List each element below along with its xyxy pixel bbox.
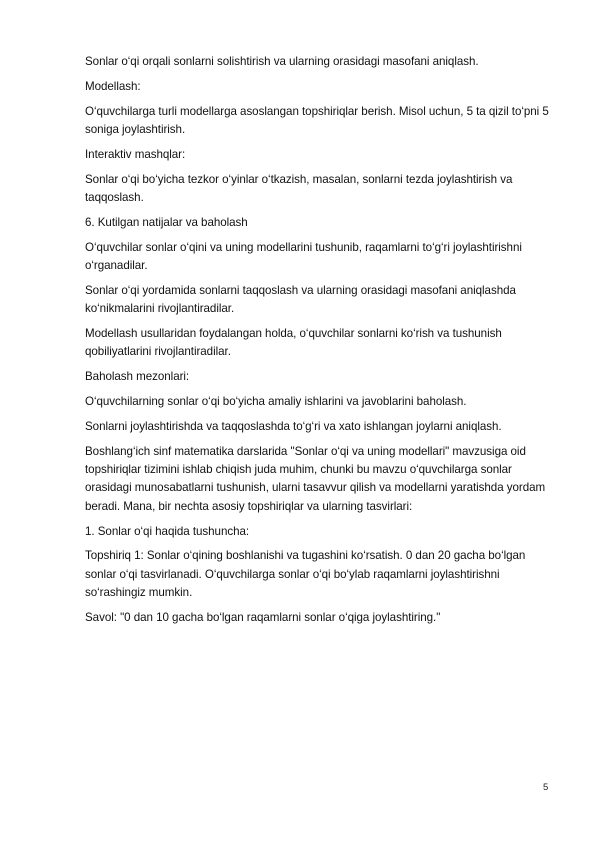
paragraph-task-system-intro: Boshlang‘ich sinf matematika darslarida "Sonlar o‘qi va uning modellari" mavzusiga oid topshiriqlar tizimini ishlab chiqish juda muhim, chunki bu mavzu o‘quvchilarga sonlar orasidagi munosabatlarni tushunish, ularni tasavvur qilish va modellarni yaratishda yordam beradi. Mana, bir nechta asosiy topshiriqlar va ularning tasvirlari: (85, 444, 546, 513)
paragraph-result-understanding: O‘quvchilar sonlar o‘qini va uning modellarini tushunib, raqamlarni to‘g‘ri joylashtirishni o‘rganadilar. (85, 240, 522, 272)
page-number: 5 (543, 782, 549, 793)
paragraph-result-modelling-skills: Modellash usullaridan foydalangan holda, o‘quvchilar sonlarni ko‘rish va tushunish qobiliyatlarini rivojlantiradilar. (85, 327, 502, 359)
heading-modelling: Modellash: (85, 79, 141, 93)
heading-assessment-criteria: Baholash mezonlari: (85, 370, 190, 384)
paragraph-number-line-compare: Sonlar o‘qi orqali sonlarni solishtirish va ularning orasidagi masofani aniqlash. (85, 55, 479, 68)
paragraph-interactive-games: Sonlar o‘qi bo‘yicha tezkor o‘yinlar o‘tkazish, masalan, sonlarni tezda joylashtirish va taqqoslash. (85, 172, 513, 204)
paragraph-result-comparison-skills: Sonlar o‘qi yordamida sonlarni taqqoslash va ularning orasidagi masofani aniqlashda ko‘nikmalarini rivojlantiradilar. (85, 283, 516, 316)
heading-number-line-concept: 1. Sonlar o‘qi haqida tushuncha: (85, 524, 250, 538)
paragraph-question: Savol: "0 dan 10 gacha bo‘lgan raqamlarni sonlar o‘qiga joylashtiring." (85, 611, 441, 625)
paragraph-assessment-practical-work: O‘quvchilarning sonlar o‘qi bo‘yicha amaliy ishlarini va javoblarini baholash. (85, 395, 467, 408)
heading-interactive-exercises: Interaktiv mashqlar: (85, 147, 186, 161)
section-heading-expected-results: 6. Kutilgan natijalar va baholash (85, 215, 248, 229)
paragraph-modelling-tasks: O‘quvchilarga turli modellarga asoslangan topshiriqlar berish. Misol uchun, 5 ta qizil to‘pni 5 soniga joylashtirish. (85, 104, 549, 136)
document-page-body (85, 53, 555, 634)
paragraph-task-1: Topshiriq 1: Sonlar o‘qining boshlanishi va tugashini ko‘rsatish. 0 dan 20 gacha bo‘lgan sonlar o‘qi tasvirlanadi. O‘quvchilarga sonlar o‘qi bo‘ylab raqamlarni joylashtirishni so‘rashingiz mumkin. (85, 549, 526, 600)
paragraph-assessment-errors: Sonlarni joylashtirishda va taqqoslashda to‘g‘ri va xato ishlangan joylarni aniqlash. (85, 419, 502, 433)
